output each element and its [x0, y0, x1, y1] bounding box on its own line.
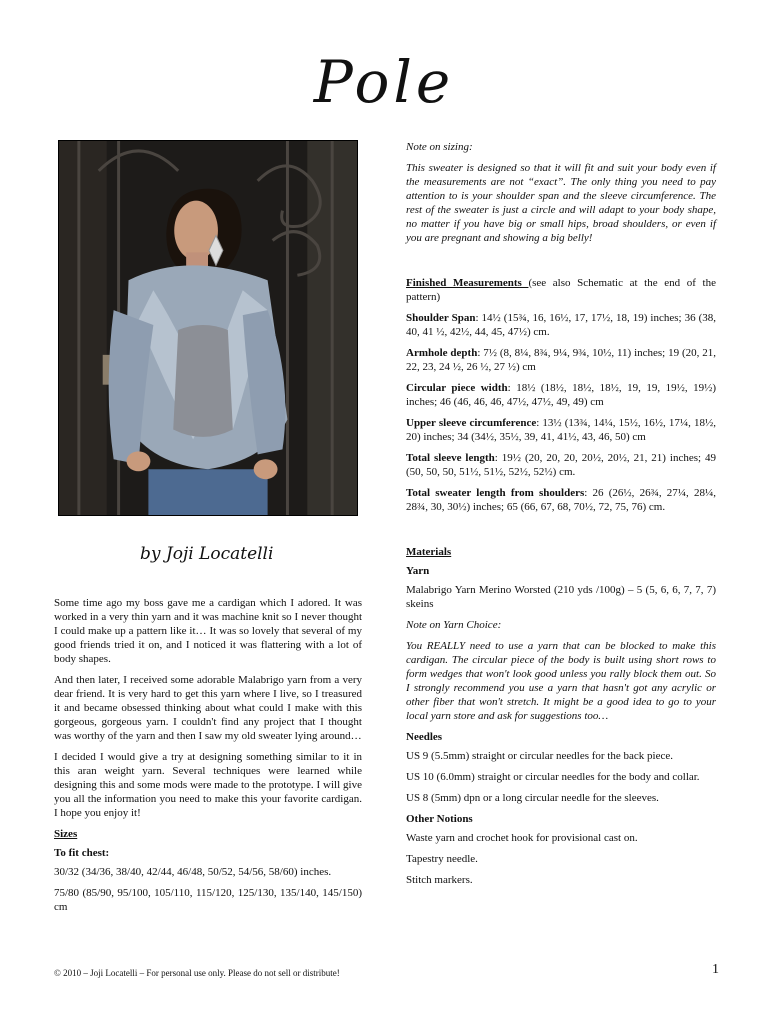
needles-heading: Needles — [406, 731, 443, 743]
measurement-item: Total sleeve length: 19½ (20, 20, 20, 20½, 20½, 21, 21) inches; 49 (50, 50, 50, 51½, 51½, 52½, 52½) cm. — [406, 452, 716, 478]
yarn-note-text: You REALLY need to use a yarn that can be blocked to make this cardigan. The circular piece of the body is built using short rows to form wedges that won't look good unless you rally block them out. So I strongly recommend you use a yarn that hasn't got any acrylic or other fiber that won't stretch. It might be a good idea to go to your local yarn store and ask for suggestions too… — [406, 640, 716, 722]
notion-item: Stitch markers. — [406, 874, 473, 886]
sizes-inches: 30/32 (34/36, 38/40, 42/44, 46/48, 50/52, 54/56, 58/60) inches. — [54, 866, 332, 878]
intro-paragraph: And then later, I received some adorable Malabrigo yarn from a very dear friend. It is very hard to get this yarn where I live, so I treasured it and became obsessed thinking about what could I make with this gorgeous, gorgeous yarn. I couldn't find any project that I thought was worthy of the yarn and then I saw my old sweater lying around… — [54, 674, 362, 742]
copyright-footer: © 2010 – Joji Locatelli – For personal use only. Please do not sell or distribute! — [54, 968, 340, 978]
measurement-item: Total sweater length from shoulders: 26 (26½, 26¾, 27¼, 28¼, 28¾, 30, 30½) inches; 65 (66, 67, 68, 70½, 72, 75, 76) cm. — [406, 487, 716, 513]
sizes-label: To fit chest: — [54, 847, 110, 859]
sizes-cm: 75/80 (85/90, 95/100, 105/110, 115/120, 125/130, 135/140, 145/150) cm — [54, 887, 362, 913]
pattern-title: Pole — [313, 48, 455, 116]
measurement-item: Shoulder Span: 14½ (15¾, 16, 16½, 17, 17½, 18, 19) inches; 36 (38, 40, 41 ½, 42½, 44, 45, 47½) cm. — [406, 312, 717, 338]
measurements-heading: Finished Measurements — [406, 277, 529, 289]
measurement-item: Circular piece width: 18½ (18½, 18½, 18½, 19, 19, 19½, 19½) inches; 46 (46, 46, 46, 47½, 47½, 49, 49) cm — [406, 382, 716, 408]
yarn-note-heading: Note on Yarn Choice: — [406, 619, 502, 631]
model-photo — [58, 140, 358, 516]
intro-paragraph: Some time ago my boss gave me a cardigan which I adored. It was worked in a very thin yarn and it was machine knit so I never thought I could make up a pattern like it… It was so lovely that several of my good friends tried it on, and I noticed it was flattering with a lot of body shapes. — [54, 597, 362, 665]
materials-heading: Materials — [406, 546, 452, 558]
left-column — [54, 596, 362, 921]
needle-item: US 10 (6.0mm) straight or circular needles for the body and collar. — [406, 771, 700, 783]
notions-heading: Other Notions — [406, 813, 473, 825]
sizing-note-text: This sweater is designed so that it will fit and suit your body even if the measurements are not “exact”. The only thing you need to pay attention to is your shoulder span and the sleeve circumference. The rest of the sweater is just a circle and will adapt to your body shape, no matter if you have big or small hips, broad shoulders, or even if you are pregnant and showing a big belly! — [406, 162, 716, 244]
author-byline: by Joji Locatelli — [140, 544, 274, 564]
needle-item: US 9 (5.5mm) straight or circular needles for the back piece. — [406, 750, 673, 762]
intro-paragraph: I decided I would give a try at designing something similar to it in this aran weight yarn. Several techniques were learned while designing this and some mods were made to the prototype. I will give you all the information you need to make this your favorite cardigan. I hope you enjoy it! — [54, 751, 362, 819]
yarn-text: Malabrigo Yarn Merino Worsted (210 yds /100g) – 5 (5, 6, 6, 7, 7, 7) skeins — [406, 584, 716, 610]
measurements-heading-line — [406, 276, 716, 304]
measurement-item: Upper sleeve circumference: 13½ (13¾, 14¼, 15½, 16½, 17¼, 18½, 20) inches; 34 (34½, 35½, 39, 41, 41½, 43, 46, 50) cm — [406, 417, 716, 443]
notion-item: Waste yarn and crochet hook for provisional cast on. — [406, 832, 638, 844]
measurement-item: Armhole depth: 7½ (8, 8¼, 8¾, 9¼, 9¾, 10½, 11) inches; 19 (20, 21, 22, 23, 24 ½, 26 ½, 27 ½) cm — [406, 347, 716, 373]
measurements-heading-note: (see also Schematic at the end of the pattern) — [406, 277, 716, 303]
yarn-heading: Yarn — [406, 565, 430, 577]
sizing-note-heading: Note on sizing: — [406, 141, 473, 153]
sizes-heading: Sizes — [54, 828, 78, 840]
right-column — [406, 140, 716, 894]
needle-item: US 8 (5mm) dpn or a long circular needle for the sleeves. — [406, 792, 659, 804]
page-number: 1 — [712, 962, 719, 977]
notion-item: Tapestry needle. — [406, 853, 478, 865]
